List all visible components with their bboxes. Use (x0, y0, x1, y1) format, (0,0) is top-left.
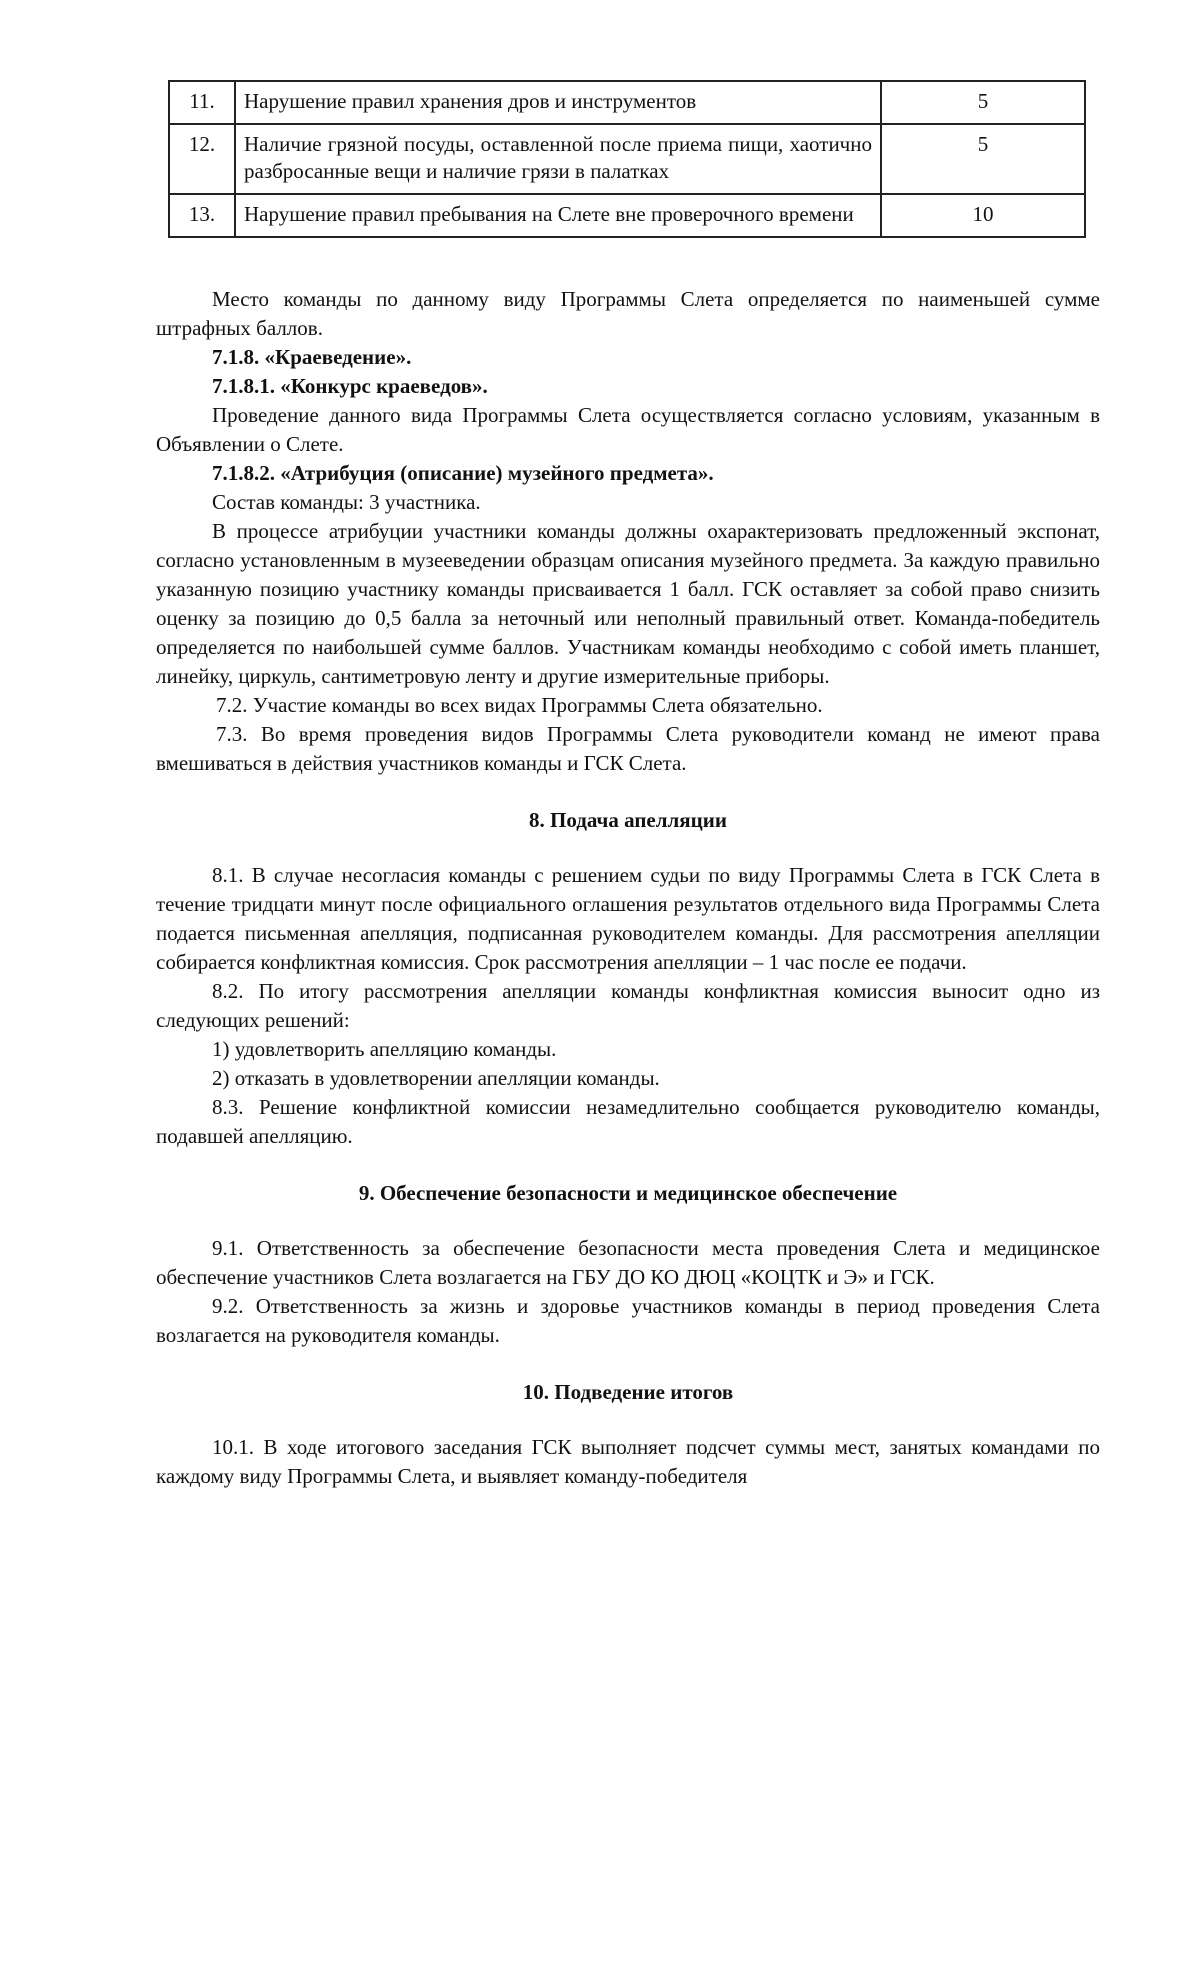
row-description: Нарушение правил пребывания на Слете вне проверочного времени (235, 194, 881, 237)
paragraph: 9.1. Ответственность за обеспечение безопасности места проведения Слета и медицинское обеспечение участников Слета возлагается на ГБУ ДО КО ДЮЦ «КОЦТК и Э» и ГСК. (156, 1236, 1100, 1289)
penalty-table (168, 80, 1086, 238)
table-row (169, 81, 1085, 124)
row-description: Наличие грязной посуды, оставленной после приема пищи, хаотично разбросанные вещи и наличие грязи в палатках (235, 124, 881, 194)
subsection-heading: 7.1.8.2. «Атрибуция (описание) музейного предмета». (212, 461, 714, 485)
row-score: 5 (881, 81, 1085, 124)
subsection-heading: 7.1.8.1. «Конкурс краеведов». (212, 374, 488, 398)
row-score: 10 (881, 194, 1085, 237)
list-item: 2) отказать в удовлетворении апелляции команды. (212, 1066, 660, 1090)
section-heading: 8. Подача апелляции (529, 808, 727, 832)
list-item: 1) удовлетворить апелляцию команды. (212, 1037, 557, 1061)
row-description: Нарушение правил хранения дров и инструментов (235, 81, 881, 124)
row-score: 5 (881, 124, 1085, 194)
section-heading: 10. Подведение итогов (522, 1380, 734, 1404)
paragraph: Состав команды: 3 участника. (212, 490, 481, 514)
table-row (169, 194, 1085, 237)
row-number: 11. (169, 81, 235, 124)
paragraph: 8.2. По итогу рассмотрения апелляции команды конфликтная комиссия выносит одно из следующих решений: (156, 979, 1100, 1032)
paragraph: В процессе атрибуции участники команды должны охарактеризовать предложенный экспонат, согласно установленным в музееведении образцам описания музейного предмета. За каждую правильно указанную позицию участнику команды присваивается 1 балл. ГСК оставляет за собой право снизить оценку за позицию до 0,5 балла за неточный или неполный правильный ответ. Команда-победитель определяется по наибольшей сумме баллов. Участникам команды необходимо с собой иметь планшет, линейку, циркуль, сантиметровую ленту и другие измерительные приборы. (156, 519, 1100, 688)
paragraph: 9.2. Ответственность за жизнь и здоровье участников команды в период проведения Слета возлагается на руководителя команды. (156, 1294, 1100, 1347)
paragraph: 7.3. Во время проведения видов Программы Слета руководители команд не имеют права вмешиваться в действия участников команды и ГСК Слета. (156, 722, 1100, 775)
row-number: 12. (169, 124, 235, 194)
paragraph: Проведение данного вида Программы Слета осуществляется согласно условиям, указанным в Объявлении о Слете. (156, 403, 1100, 456)
paragraph: Место команды по данному виду Программы Слета определяется по наименьшей сумме штрафных баллов. (156, 287, 1100, 340)
row-number: 13. (169, 194, 235, 237)
paragraph: 8.3. Решение конфликтной комиссии незамедлительно сообщается руководителю команды, подавшей апелляцию. (156, 1095, 1100, 1148)
paragraph: 8.1. В случае несогласия команды с решением судьи по виду Программы Слета в ГСК Слета в течение тридцати минут после официального оглашения результатов отдельного вида Программы Слета подается письменная апелляция, подписанная руководителем команды. Для рассмотрения апелляции собирается конфликтная комиссия. Срок рассмотрения апелляции – 1 час после ее подачи. (156, 863, 1100, 974)
table-row (169, 124, 1085, 194)
body-text (156, 285, 1100, 1491)
subsection-heading: 7.1.8. «Краеведение». (212, 345, 412, 369)
paragraph: 7.2. Участие команды во всех видах Программы Слета обязательно. (216, 693, 823, 717)
paragraph: 10.1. В ходе итогового заседания ГСК выполняет подсчет суммы мест, занятых командами по каждому виду Программы Слета, и выявляет команду-победителя (156, 1435, 1100, 1488)
section-heading: 9. Обеспечение безопасности и медицинское обеспечение (358, 1181, 898, 1205)
